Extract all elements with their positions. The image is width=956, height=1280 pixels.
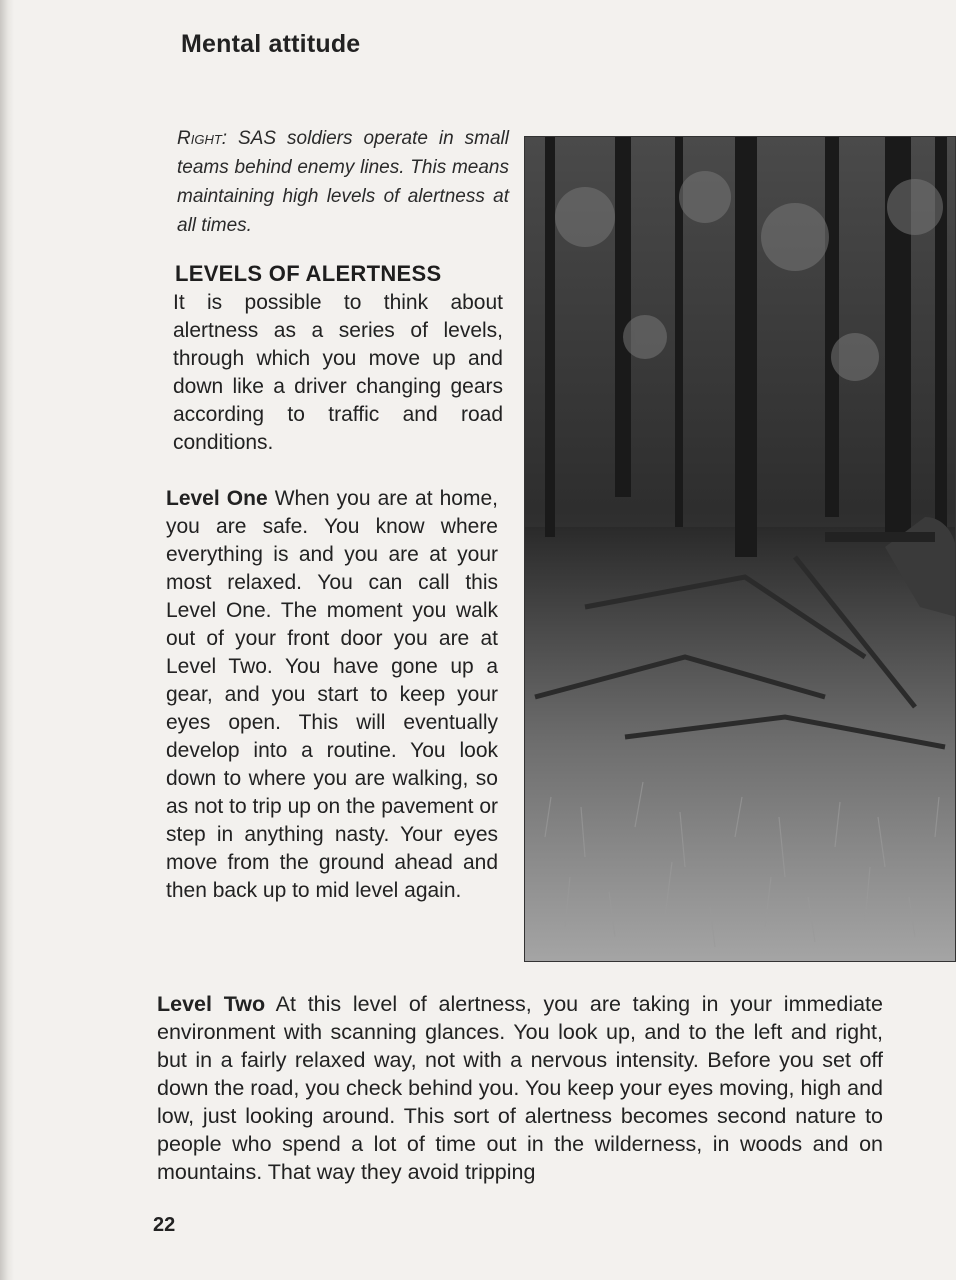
page-binding-edge xyxy=(0,0,14,1280)
section-heading: LEVELS OF ALERTNESS xyxy=(175,261,442,286)
photo-caption xyxy=(177,124,509,240)
level-two-paragraph xyxy=(157,990,883,1186)
level-one-text: When you are at home, you are safe. You know where everything is and you are at your most relaxed. You can call this Level One. The moment you walk out of your front door you are at Level Two. You have gone up a gear, and you start to keep your eyes open. This will eventually develop into a routine. You look down to where you are walking, so as not to trip up on the pavement or step in anything nasty. Your eyes move from the ground ahead and then back up to mid level again. xyxy=(166,487,498,902)
level-one-label: Level One xyxy=(166,487,268,510)
page-number: 22 xyxy=(153,1214,176,1236)
running-head: Mental attitude xyxy=(181,30,361,58)
caption-label: Right: xyxy=(177,128,228,149)
forest-soldier-photo xyxy=(524,136,956,962)
level-two-text: At this level of alertness, you are taking in your immediate environment with scanning glances. You look up, and to the left and right, but in a fairly relaxed way, not with a nervous intensity. Before you set off down the road, you check behind you. You keep your eyes moving, high and low, just looking around. This sort of alertness becomes second nature to people who spend a lot of time out in the wilderness, in woods and on mountains. That way they avoid tripping xyxy=(157,992,883,1184)
level-one-paragraph xyxy=(166,485,498,905)
caption-text: SAS soldiers operate in small teams behind enemy lines. This means maintaining high levels of alertness at all times. xyxy=(177,128,509,236)
intro-paragraph: It is possible to think about alertness as a series of levels, through which you move up and down like a driver changing gears according to traffic and road conditions. xyxy=(173,291,503,454)
level-two-label: Level Two xyxy=(157,992,266,1016)
